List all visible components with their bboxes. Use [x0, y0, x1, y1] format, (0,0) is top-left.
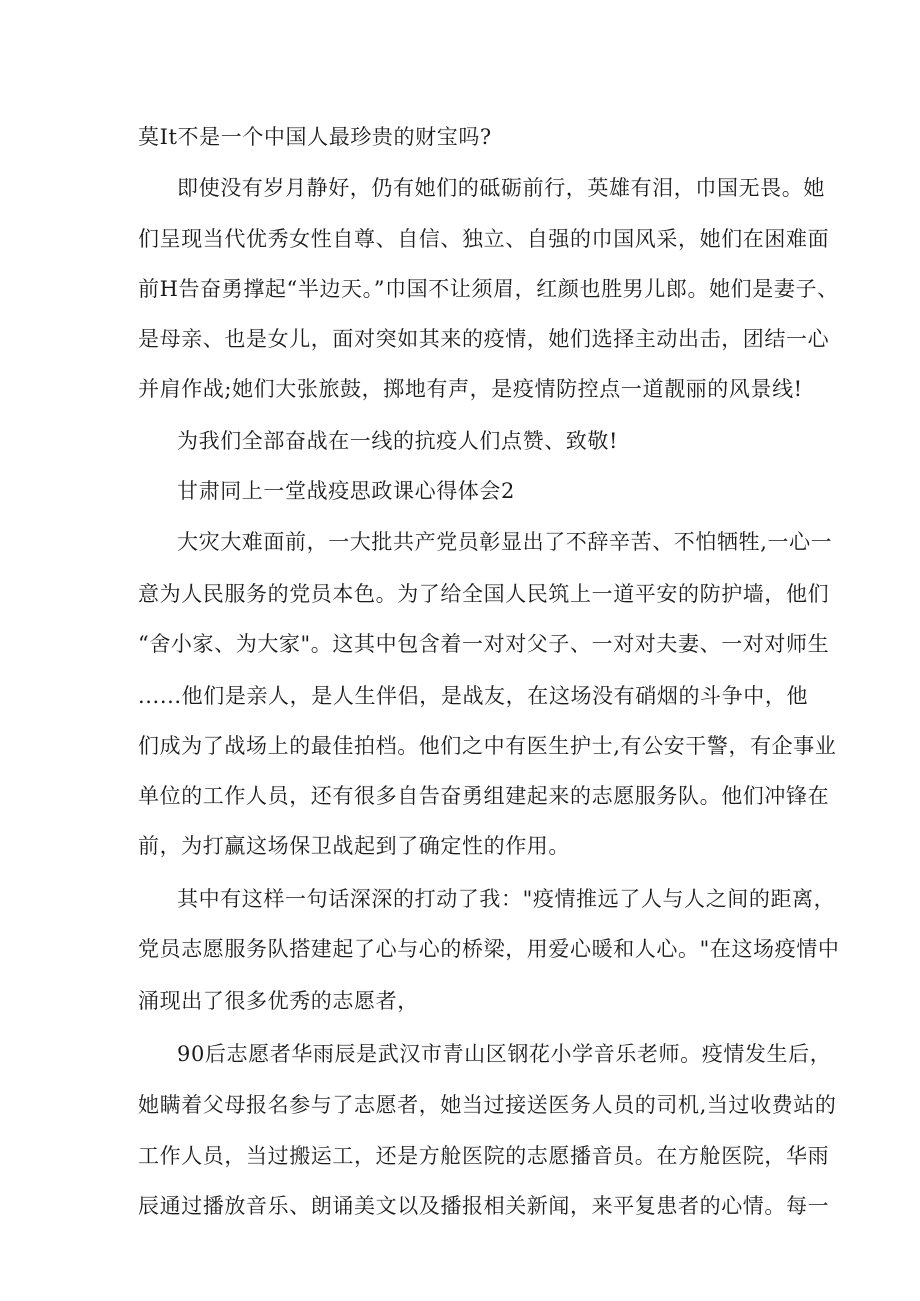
section-title: 甘肃同上一堂战疫思政课心得体会2	[177, 479, 515, 503]
text-line: 大灾大难面前，一大批共产党员彰显出了不辞辛苦、不怕牺牲,一心一	[177, 530, 833, 554]
text-line: 她瞒着父母报名参与了志愿者，她当过接送医务人员的司机,当过收费站的	[138, 1093, 837, 1117]
text-line: 意为人民服务的党员本色。为了给全国人民筑上一道平安的防护墙，他们	[138, 582, 830, 606]
text-line: 前H告奋勇撑起“半边天。”巾国不让须眉，红颜也胜男儿郎。她们是妻子、	[138, 277, 839, 301]
text-line: 工作人员，当过搬运工，还是方舱医院的志愿播音员。在方舱医院，华雨	[138, 1144, 830, 1168]
text-line: 莫It不是一个中国人最珍贵的财宝吗?	[138, 125, 492, 149]
text-line: 90后志愿者华雨辰是武汉市青山区钢花小学音乐老师。疫情发生后，	[177, 1042, 832, 1066]
text-line: 并肩作战;她们大张旅鼓，掷地有声，是疫情防控点一道靓丽的风景线!	[138, 377, 803, 401]
text-line: 其中有这样一句话深深的打动了我："疫情推远了人与人之间的距离，	[177, 887, 836, 911]
text-line: 们呈现当代优秀女性自尊、自信、独立、自强的巾国风采，她们在困难面	[138, 227, 830, 251]
text-line: 是母亲、也是女儿，面对突如其来的疫情，她们选择主动出击，团结一心	[138, 327, 830, 351]
text-line: 即使没有岁月静好，仍有她们的砥砺前行，英雄有泪，巾国无畏。她	[177, 176, 825, 200]
text-line: 辰通过播放音乐、朗诵美文以及播报相关新闻，来平复患者的心情。每一	[138, 1194, 830, 1218]
text-line: “舍小家、为大家"。这其中包含着一对对父子、一对对夫妻、一对对师生	[138, 632, 830, 656]
text-line: 党员志愿服务队搭建起了心与心的桥梁，用爱心暖和人心。"在这场疫情中	[138, 937, 840, 961]
text-line: ......他们是亲人，是人生伴侣，是战友，在这场没有硝烟的斗争中，他	[138, 684, 809, 708]
text-line: 为我们全部奋战在一线的抗疫人们点赞、致敬!	[177, 429, 619, 453]
text-line: 涌现出了很多优秀的志愿者，	[138, 989, 419, 1013]
text-line: 前，为打赢这场保卫战起到了确定性的作用。	[138, 834, 570, 858]
text-line: 单位的工作人员，还有很多自告奋勇组建起来的志愿服务队。他们冲锋在	[138, 784, 830, 808]
text-line: 们成为了战场上的最佳拍档。他们之中有医生护士,有公安干警，有企事业	[138, 734, 837, 758]
